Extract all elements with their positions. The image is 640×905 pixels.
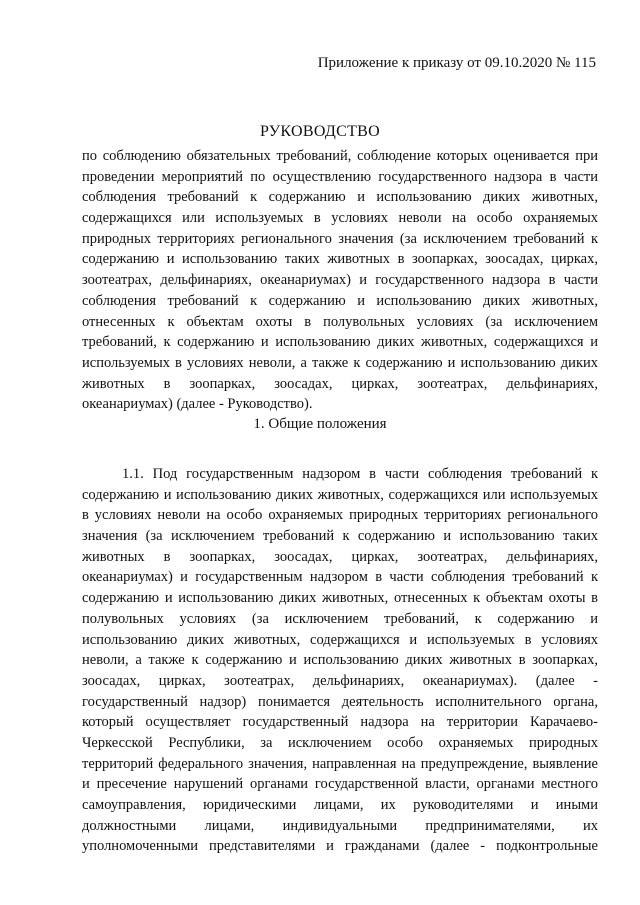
subtitle-line: требований, к содержанию и использованию диких животных, содержащихся и — [82, 334, 598, 351]
subtitle-line: содержащихся или используемых в условиях неволи на особо охраняемых — [82, 210, 598, 227]
paragraph-line: использованию диких животных, содержащихся и используемых в условиях — [82, 631, 598, 648]
paragraph-line: полувольных условиях (за исключением требований, к содержанию и — [82, 610, 598, 627]
subtitle-line: природных территориях регионального значения (за исключением требований к — [82, 230, 598, 247]
paragraph-1-1 — [82, 464, 598, 857]
subtitle-line: проведении мероприятий по осуществлению государственного надзора в части — [82, 168, 598, 185]
paragraph-line: и пресечение нарушений органами государственной власти, органами местного — [82, 776, 598, 793]
paragraph-line: содержанию и использованию диких животных, содержащихся или используемых — [82, 486, 598, 503]
subtitle-line: зоотеатрах, дельфинариях, океанариумах) и государственного надзора в части — [82, 272, 598, 289]
paragraph-line: неволи, а также к содержанию и использованию диких животных в зоопарках, — [82, 652, 598, 669]
paragraph-line: 1.1. Под государственным надзором в части соблюдения требований к — [122, 466, 598, 482]
paragraph-line: государственный надзор) понимается деятельность исполнительного органа, — [82, 693, 598, 710]
paragraph-line: океанариумах) и государственным надзором в части соблюдения требований к — [82, 569, 598, 586]
subtitle-line: содержанию и использованию таких животных в зоопарках, зоосадах, цирках, — [82, 251, 598, 268]
paragraph-line: самоуправления, юридическими лицами, их руководителями и иными — [82, 797, 598, 813]
paragraph-line: зоосадах, цирках, зоотеатрах, дельфинариях, океанариумах). (далее - — [82, 672, 598, 689]
paragraph-line: территорий федерального значения, направленная на предупреждение, выявление — [82, 755, 598, 772]
subtitle-line: животных в зоопарках, зоосадах, цирках, зоотеатрах, дельфинариях, — [82, 375, 598, 392]
paragraph-line: должностными лицами, индивидуальными предпринимателями, их — [82, 817, 598, 834]
subtitle-line: соблюдения требований к содержанию и использованию диких животных, — [82, 189, 598, 206]
subtitle-line: океанариумах) (далее - Руководство). — [82, 396, 313, 413]
document-subtitle — [82, 146, 598, 415]
paragraph-line: содержанию и использованию диких животных, отнесенных к объектам охоты в — [82, 590, 598, 607]
subtitle-line: соблюдения требований к содержанию и использованию диких животных, — [82, 292, 598, 309]
document-title: РУКОВОДСТВО — [260, 123, 380, 140]
paragraph-line: значения (за исключением требований к содержанию и использованию таких — [82, 528, 598, 545]
subtitle-line: отнесенных к объектам охоты в полувольных условиях (за исключением — [82, 313, 598, 330]
paragraph-line: который осуществляет государственный надзора на территории Карачаево- — [82, 714, 598, 731]
annex-header: Приложение к приказу от 09.10.2020 № 115 — [317, 55, 596, 71]
paragraph-line: уполномоченными представителями и гражданами (далее - подконтрольные — [82, 838, 598, 855]
paragraph-line: Черкесской Республики, за исключением особо охраняемых природных — [82, 734, 598, 751]
paragraph-line: в условиях неволи на особо охраняемых природных территориях регионального — [82, 507, 598, 524]
section-heading: 1. Общие положения — [253, 416, 387, 432]
subtitle-line: по соблюдению обязательных требований, соблюдение которых оценивается при — [82, 148, 598, 164]
subtitle-line: используемых в условиях неволи, а также к содержанию и использованию диких — [82, 354, 598, 371]
paragraph-line: животных в зоопарках, зоосадах, цирках, зоотеатрах, дельфинариях, — [82, 548, 598, 565]
